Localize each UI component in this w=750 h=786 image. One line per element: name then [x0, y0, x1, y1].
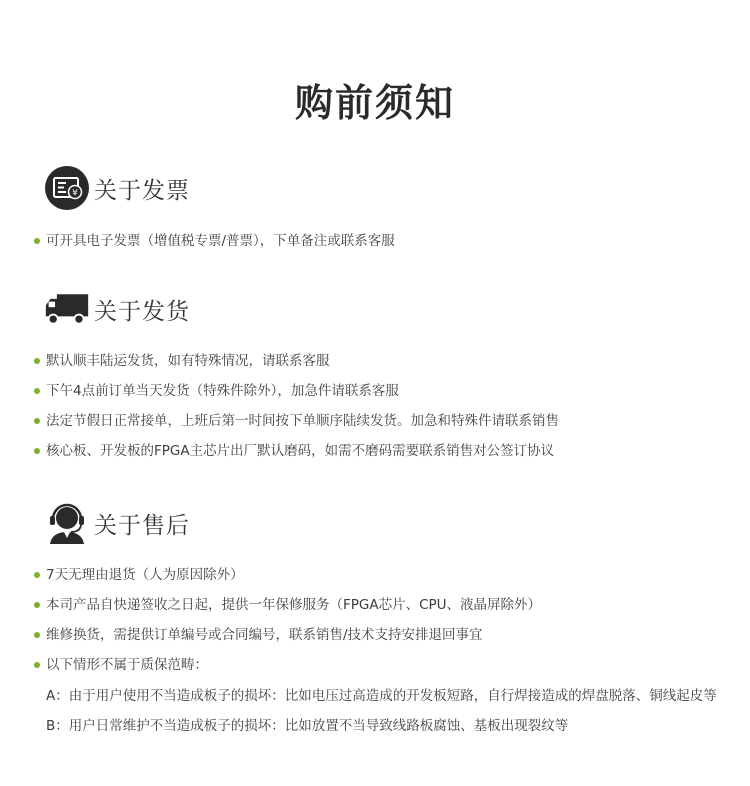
bullet-dot [34, 602, 40, 608]
bullet-dot [34, 358, 40, 364]
section-title: 关于售后 [94, 512, 190, 539]
list-item: 法定节假日正常接单，上班后第一时间按下单顺序陆续发货。加急和特殊件请联系销售 [34, 406, 559, 436]
truck-icon [44, 286, 90, 332]
list-item: 可开具电子发票（增值税专票/普票），下单备注或联系客服 [34, 226, 395, 256]
headset-agent-icon [44, 500, 90, 546]
list-item: 核心板、开发板的FPGA主芯片出厂默认磨码，如需不磨码需要联系销售对公签订协议 [34, 436, 559, 466]
page-title: 购前须知 [294, 81, 455, 125]
invoice-icon [44, 165, 90, 211]
exclusion-item-b: B：用户日常维护不当造成板子的损坏：比如放置不当导致线路板腐蚀、基板出现裂纹等 [46, 718, 569, 734]
bullet-dot [34, 572, 40, 578]
section-title: 关于发票 [94, 177, 190, 204]
exclusion-item-a: A：由于用户使用不当造成板子的损坏：比如电压过高造成的开发板短路，自行焊接造成的焊盘脱落、铜线起皮等 [46, 688, 717, 704]
bullet-dot [34, 448, 40, 454]
list-item: 以下情形不属于质保范畴： [34, 650, 541, 680]
bullet-dot [34, 632, 40, 638]
invoice-list [34, 226, 395, 256]
svg-text:¥: ¥ [72, 188, 78, 199]
list-item: 下午4点前订单当天发货（特殊件除外），加急件请联系客服 [34, 376, 559, 406]
list-item: 维修换货，需提供订单编号或合同编号，联系销售/技术支持安排退回事宜 [34, 620, 541, 650]
shipping-list [34, 346, 559, 466]
section-title: 关于发货 [94, 298, 190, 325]
section-heading-after-sales [44, 500, 190, 546]
bullet-dot [34, 238, 40, 244]
section-heading-shipping [44, 286, 190, 332]
bullet-dot [34, 418, 40, 424]
bullet-dot [34, 662, 40, 668]
list-item: 默认顺丰陆运发货，如有特殊情况，请联系客服 [34, 346, 559, 376]
bullet-dot [34, 388, 40, 394]
list-item: 本司产品自快递签收之日起，提供一年保修服务（FPGA芯片、CPU、液晶屏除外） [34, 590, 541, 620]
section-heading-invoice [44, 165, 190, 211]
list-item: 7天无理由退货（人为原因除外） [34, 560, 541, 590]
after-sales-list [34, 560, 541, 680]
